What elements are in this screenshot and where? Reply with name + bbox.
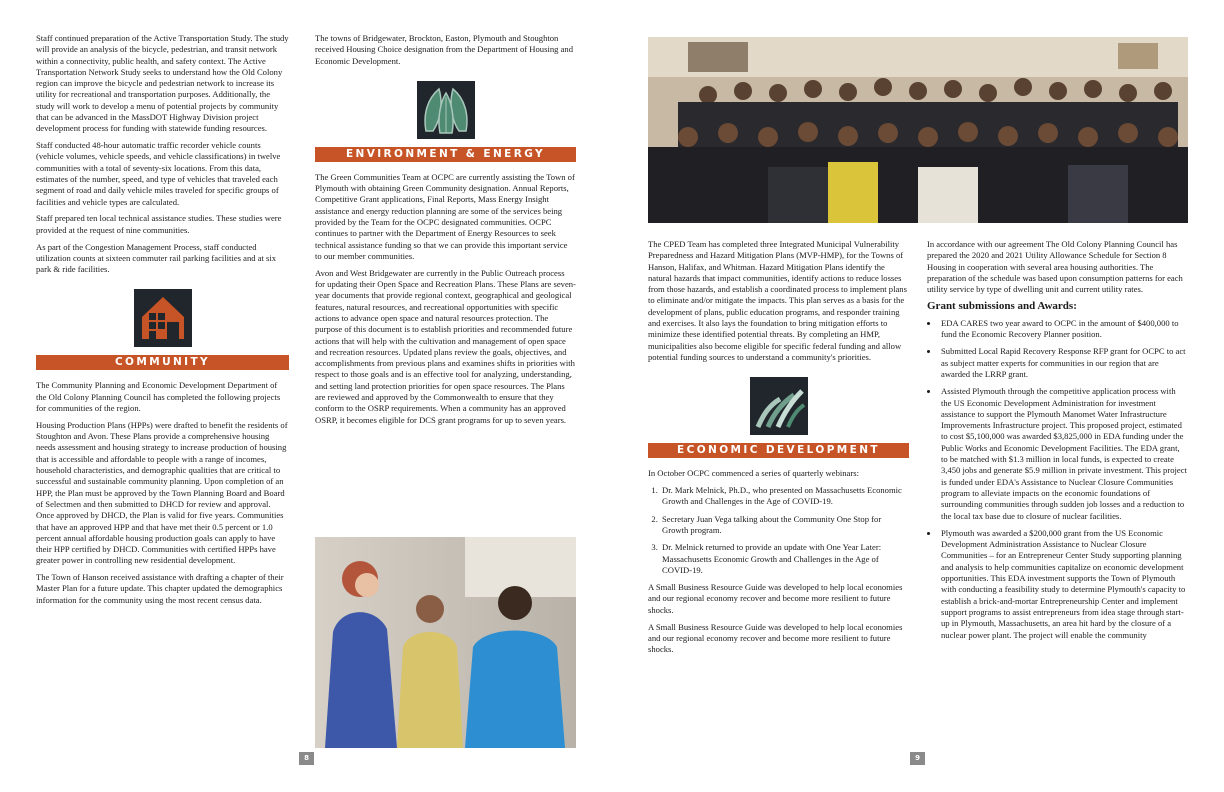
list-item: • Submitted Local Rapid Recovery Response RFP grant for OCPC to act as subject matter experts for communities in our region that are awarded the LRRP grant. bbox=[939, 346, 1188, 380]
hanson-master-plan-paragraph: The Town of Hanson received assistance with drafting a chapter of their Master Plan for a future update. This chapter updated the demographics information for the community using the most recent census data. bbox=[36, 572, 284, 605]
utility-allowance-paragraph: In accordance with our agreement The Old Colony Planning Council has prepared the 2020 and 2021 Utility Allowance Schedule for Section 8 Housing in cooperation with several area housing authorities. The preparation of the schedule was based upon consumption patterns for each utility service by type of dwelling unit and current utility rates. bbox=[927, 239, 1183, 295]
resource-guide-paragraph: A Small Business Resource Guide was developed to help local economies and our regional economy recover and become more resilient to future shocks. bbox=[648, 582, 903, 615]
list-item: • Plymouth was awarded a $200,000 grant from the US Economic Development Administration Assistance to Nuclear Closure Communities – for an Entrepreneur Center Study supporting planning and analysis to help communities capitalize on economic development opportunities. This EDA investment supports the Town of Plymouth with conducting a feasibility study to determine Plymouth's capacity to establish a brick-and-mortar Entrepreneurship Center and implement support programs to assist entrepreneurs from idea stage through start-up in Plymouth, Massachusetts, an area hit hard by the closure of a nuclear power plant. The project will enable the community bbox=[939, 528, 1188, 641]
webinars-intro: In October OCPC commenced a series of quarterly webinars: bbox=[648, 468, 859, 479]
growth-icon bbox=[750, 377, 808, 435]
list-item: 1. Dr. Mark Melnick, Ph.D., who presented on Massachusetts Economic Growth and Challenges in the Age of COVID-19. bbox=[660, 485, 909, 508]
list-item: 2. Secretary Juan Vega talking about the Community One Stop for Growth program. bbox=[660, 514, 909, 537]
group-photo bbox=[648, 37, 1188, 223]
housing-choice-paragraph: The towns of Bridgewater, Brockton, Easton, Plymouth and Stoughton received Housing Choice designation from the Department of Housing and Economic Development. bbox=[315, 33, 573, 66]
right-page-column-3 bbox=[648, 239, 909, 661]
leaf-icon bbox=[417, 81, 475, 139]
list-item: • EDA CARES two year award to OCPC in the amount of $400,000 to fund the Economic Recovery Planner position. bbox=[939, 318, 1188, 341]
hazard-mitigation-paragraph: The CPED Team has completed three Integrated Municipal Vulnerability Preparedness and Hazard Mitigation Plans (MVP-HMP), for the Towns of Hanson, Halifax, and Whitman. Hazard Mitigation Plans identify the natural hazards that impact communities, identify actions to reduce losses from those hazards, and establish a coordinated process to implement plans to eliminate and/or mitigate the impacts. This plan serves as a basis for the development of plans, public education programs, and responder training and exercises. It also lays the foundation to bring mitigation efforts to minimize these identified potential threats. By completing an HMP, municipalities also become eligible for specific federal funding and allow potential funding sources to understand a community's priorities. bbox=[648, 239, 907, 362]
housing-production-paragraph: Housing Production Plans (HPPs) were drafted to benefit the residents of Stoughton and Avon. These Plans provide a comprehensive housing needs assessment and housing strategy to increase production of housing that is accessible and affordable to people with a range of incomes, household characteristics, and demographic qualities that are critical to successful and sustainable community planning. Upon completion of an HPP, the Plan must be approved by the Town Planning Board and Board of Selectmen and then submitted to DHCD for review and approval. Once approved by DHCD, the Plan is valid for five years. Communities that have an approved HPP and that have met their 0.5 percent or 1.0 percent annual affordable housing production goals can apply to have their HPP certified by DHCD. Communities with certified HPPs have greater power in controlling new residential development. bbox=[36, 419, 288, 566]
open-space-paragraph: Avon and West Bridgewater are currently in the Public Outreach process for updating their Open Space and Recreation Plans. These Plans are seven-year documents that provide regional context, geographical and geological features, natural resources, and recreational opportunities with specific actions to advance open space and natural resources protection. The purpose of this document is to establish priorities and recommended future actions that will help with the cultivation and management of open space and recreation resources. Updated plans review the goals, objectives, and accomplishments from previous plans and examines shifts in priorities with respect to those goals and is an effective tool for analyzing, understanding, and setting land protection priorities for open space resources. The Plans are reviewed and approved by the Commonwealth to ensure that they conform to the OSRP requirements. When a community has an approved OSRP, it becomes eligible for DCS grant programs for up to seven years. bbox=[315, 267, 576, 425]
page-number-left: 8 bbox=[299, 752, 314, 765]
traffic-counts-paragraph: Staff conducted 48-hour automatic traffic recorder vehicle counts (vehicle volumes, vehicle speeds, and vehicle classifications) in twelve communities with a total of seventy-six locations. From this data, estimates of the number, speed, and type of vehicles that traveled each segment of road and daily vehicle miles traveled for specific groups of facilities and vehicle types are calculated. bbox=[36, 140, 281, 207]
active-transportation-paragraph: Staff continued preparation of the Active Transportation Study. The study will provide an analysis of the bicycle, pedestrian, and transit network within a connectivity, public health, and safety context. The Active Transportation Network Study seeks to understand how the Old Colony region can improve the bicycle and pedestrian network to increase its utility for recreational and transportation purposes. Additionally, the study will work to develop a menu of potential projects by community that can be advanced in the MassDOT Highway Division project development process for funding with statewide funding resources. bbox=[36, 33, 289, 134]
community-banner: COMMUNITY bbox=[36, 355, 289, 370]
page-number-right: 9 bbox=[910, 752, 925, 765]
grants-list bbox=[927, 318, 1188, 641]
webinar-list bbox=[648, 485, 909, 576]
community-intro-paragraph: The Community Planning and Economic Development Department of the Old Colony Planning Council has completed the following projects for communities of the region. bbox=[36, 380, 281, 414]
technical-assistance-paragraph: Staff prepared ten local technical assistance studies. These studies were provided at the request of nine communities. bbox=[36, 213, 282, 235]
community-house-icon bbox=[134, 289, 192, 347]
right-page-column-4 bbox=[927, 239, 1188, 647]
left-page-column-1 bbox=[36, 33, 289, 612]
environment-energy-banner: ENVIRONMENT & ENERGY bbox=[315, 147, 576, 162]
resource-guide-paragraph-repeat: A Small Business Resource Guide was developed to help local economies and our regional economy recover and become more resilient to future shocks. bbox=[648, 621, 903, 655]
meeting-photo bbox=[315, 537, 576, 748]
grants-heading: Grant submissions and Awards: bbox=[927, 300, 1077, 313]
green-communities-paragraph: The Green Communities Team at OCPC are currently assisting the Town of Plymouth with obtaining Green Community designation. Annual Reports, Competitive Grant applications, Final Reports, Mass Energy Insight assistance and energy reduction planning are some of the services being provided by the Team for the OCPC designated communities. OCPC continues to partner with the Department of Energy Resources to seek technical assistance funding so that we can provide this important service to our member communities. bbox=[315, 171, 575, 261]
list-item: • Assisted Plymouth through the competitive application process with the US Economic Development Administration for investment assistance to support the Plymouth Manomet Water Infrastructure Improvements Infrastructure project. This proposed project, estimated to cost $5,100,000 was awarded $3,825,000 in EDA funding under the Public Works and Economic Development Facilities. The EDA grant, to be matched with $1.3 million in local funds, is expected to create 3,450 jobs and generate $5.9 million in private investment. This project is funded under EDA's Assistance to Nuclear Closure Communities program to alleviate impacts on the economic foundations of surrounding communities through sudden job losses and a reduction to the local tax base due to closure of nuclear facilities. bbox=[939, 386, 1188, 522]
list-item: 3. Dr. Melnick returned to provide an update with One Year Later: Massachusetts Economic Growth and Challenges in the Age of COVID-19. bbox=[660, 542, 909, 576]
congestion-management-paragraph: As part of the Congestion Management Process, staff conducted utilization counts at sixteen commuter rail parking facilities and at six park & ride facilities. bbox=[36, 241, 277, 275]
left-page-column-2 bbox=[315, 33, 576, 431]
economic-development-banner: ECONOMIC DEVELOPMENT bbox=[648, 443, 909, 458]
